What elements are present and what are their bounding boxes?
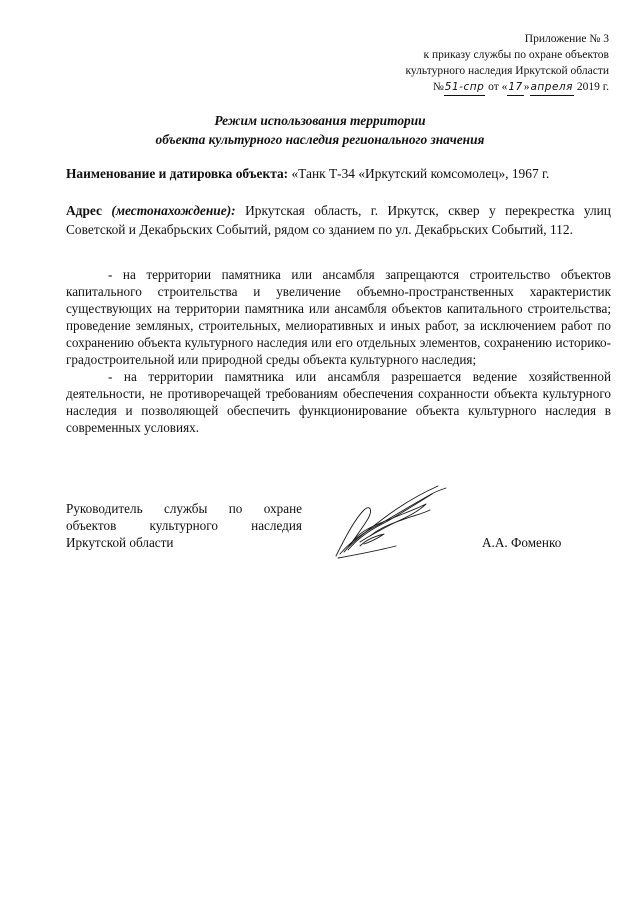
appendix-number-date: №51-спр от «17»апреля 2019 г. [406,79,610,96]
address-value: Иркутская область, г. Иркутск, сквер у перекрестка улиц Советской и Декабрьских Событий, рядом со зданием по ул. Декабрьских Событий, 112. [66,203,611,237]
date-year: 2019 г. [576,81,609,93]
order-month: апреля [530,79,574,96]
object-value: «Танк Т-34 «Иркутский комсомолец», 1967 г. [291,166,550,181]
address-label [66,203,236,218]
regime-paragraph-1: - на территории памятника или ансамбля запрещаются строительство объектов капитального строительства и увеличение объемно-пространственных характеристик существующих на территории памятника или ансамбля объектов капитального строительства; проведение земляных, строительных, мелиоративных и иных работ, за исключением работ по сохранению объекта культурного наследия или его отдельных элементов, сохранению историко-градостроительной или природной среды объекта культурного наследия; [66,267,611,367]
order-day: 17 [507,79,523,96]
appendix-title: Приложение № 3 [524,33,609,45]
address-label-main: Адрес [66,203,102,218]
position-line-2: объектов культурного наследия [66,518,302,533]
document-title [0,111,640,149]
appendix-header [406,31,610,96]
regime-body [66,266,611,436]
signature-stroke [338,546,396,558]
position-line-1: Руководитель службы по охране [66,501,302,516]
date-prefix: от « [488,81,508,93]
title-line-2: объекта культурного наследия регионального значения [155,132,485,147]
signatory-name: А.А. Фоменко [482,535,562,550]
address-info [66,201,611,239]
appendix-order-ref: к приказу службы по охране объектов [423,49,609,61]
position-line-3: Иркутской области [66,535,174,550]
regime-paragraph-2: - на территории памятника или ансамбля разрешается ведение хозяйственной деятельности, не противоречащей требованиям обеспечения сохранности объекта культурного наследия и позволяющей обеспечить функционирование объекта культурного наследия в современных условиях. [66,369,611,435]
object-info [66,164,611,183]
handwritten-signature [330,480,452,562]
order-number: 51-спр [444,79,485,96]
signatory-position [66,500,302,551]
object-label: Наименование и датировка объекта: [66,166,289,181]
appendix-agency: культурного наследия Иркутской области [405,65,609,77]
title-line-1: Режим использования территории [214,113,426,128]
address-label-paren: (местонахождение): [111,203,236,218]
number-prefix: № [432,81,444,93]
